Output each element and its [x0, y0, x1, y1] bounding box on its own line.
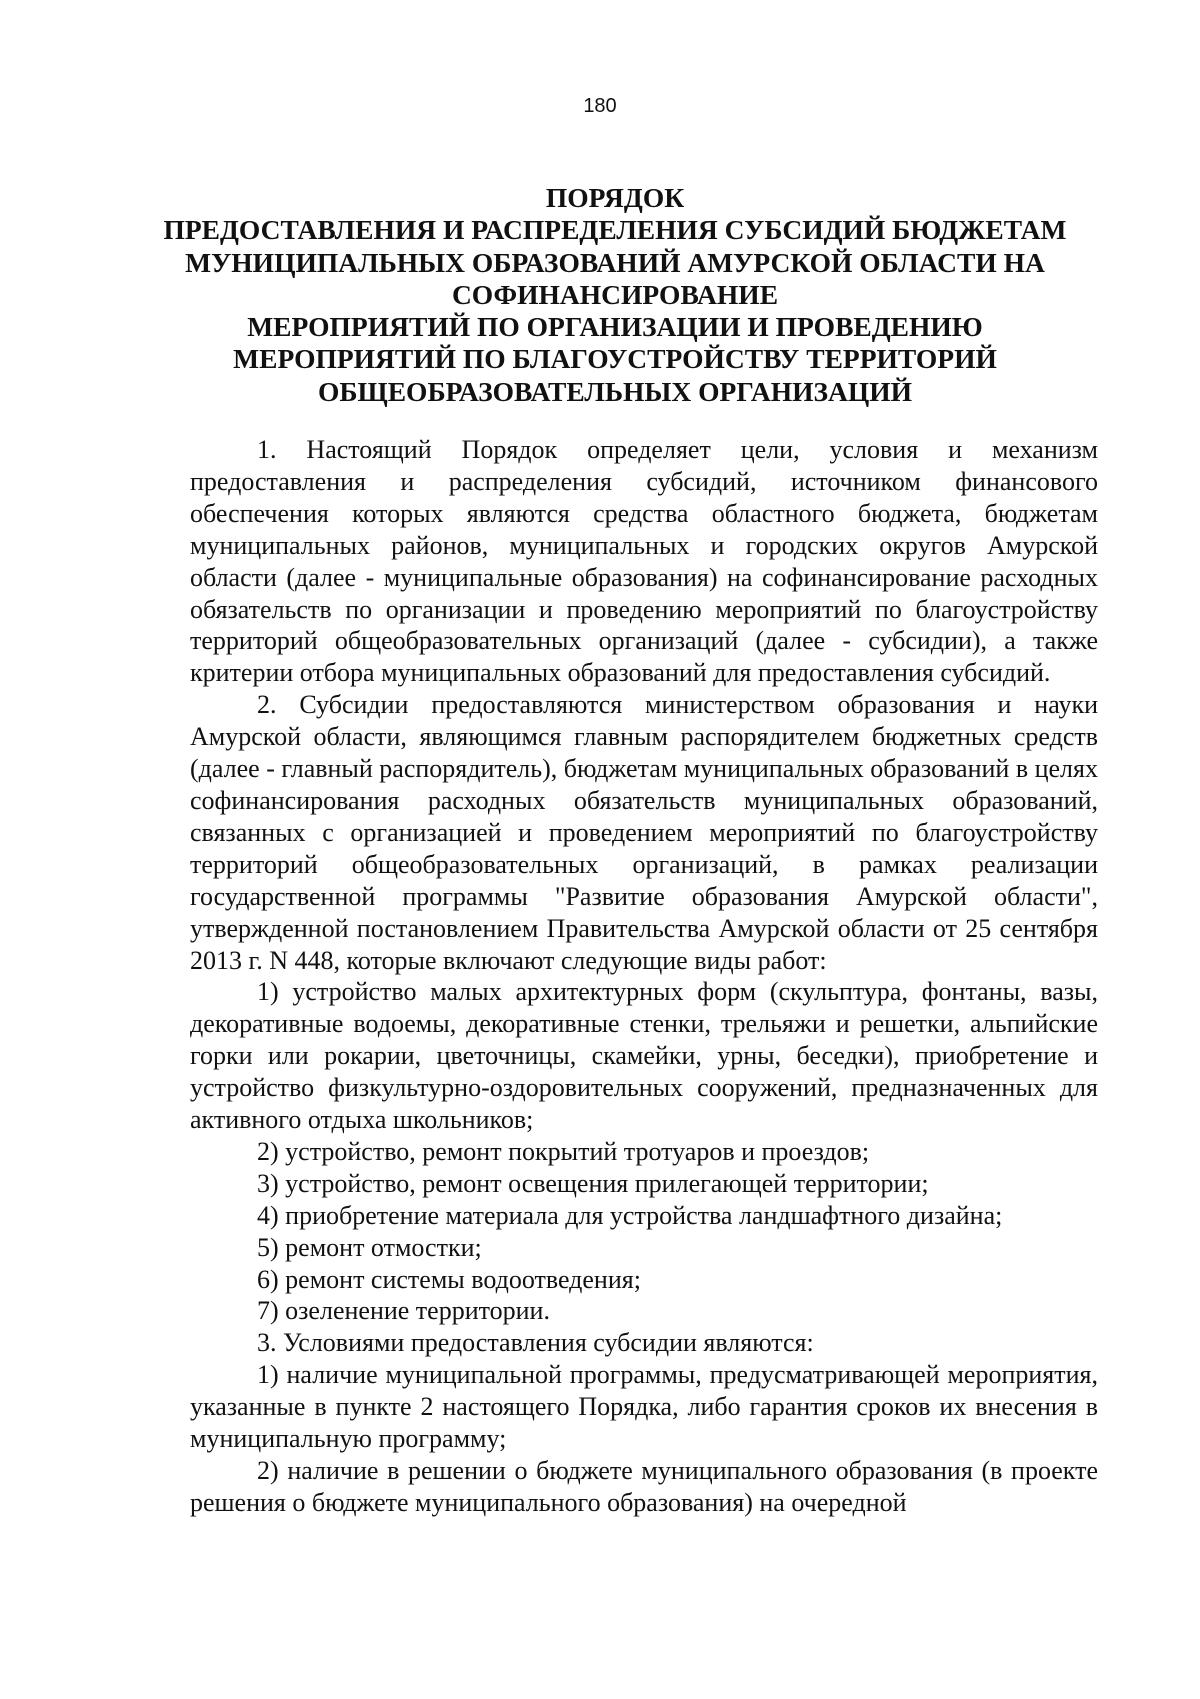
paragraph: 3. Условиями предоставления субсидии являются:: [257, 1328, 814, 1358]
title-line: МЕРОПРИЯТИЙ ПО ОРГАНИЗАЦИИ И ПРОВЕДЕНИЮ: [247, 311, 983, 343]
list-item: 3) устройство, ремонт освещения прилегающей территории;: [257, 1168, 929, 1198]
page-number: 180: [583, 95, 617, 117]
document-title: [150, 182, 1080, 408]
list-item: 6) ремонт системы водоотведения;: [257, 1264, 641, 1294]
document-body: [190, 434, 1098, 1519]
paragraph: 1. Настоящий Порядок определяет цели, условия и механизм предоставления и распределения субсидий, источником финансового обеспечения которых являются средства областного бюджета, бюджетам муниципальных районов, муниципальных и городских округов Амурской области (далее - муниципальные образования) на софинансирование расходных обязательств по организации и проведению мероприятий по благоустройству территорий общеобразовательных организаций (далее - субсидии), а также критерии отбора муниципальных образований для предоставления субсидий.: [190, 435, 1098, 688]
list-item: 2) устройство, ремонт покрытий тротуаров и проездов;: [257, 1136, 870, 1166]
title-line: ПРЕДОСТАВЛЕНИЯ И РАСПРЕДЕЛЕНИЯ СУБСИДИЙ БЮДЖЕТАМ: [163, 214, 1067, 246]
title-line: МЕРОПРИЯТИЙ ПО БЛАГОУСТРОЙСТВУ ТЕРРИТОРИЙ: [233, 343, 997, 375]
list-item: 7) озеленение территории.: [257, 1296, 550, 1326]
list-item: 4) приобретение материала для устройства ландшафтного дизайна;: [257, 1200, 1003, 1230]
list-item: 5) ремонт отмостки;: [257, 1232, 482, 1262]
title-line: ОБЩЕОБРАЗОВАТЕЛЬНЫХ ОРГАНИЗАЦИЙ: [317, 375, 913, 407]
paragraph: 2. Субсидии предоставляются министерством образования и науки Амурской области, являющимся главным распорядителем бюджетных средств (далее - главный распорядитель), бюджетам муниципальных образований в целях софинансирования расходных обязательств муниципальных образований, связанных с организацией и проведением мероприятий по благоустройству территорий общеобразовательных организаций, в рамках реализации государственной программы "Развитие образования Амурской области", утвержденной постановлением Правительства Амурской области от 25 сентября 2013 г. N 448, которые включают следующие виды работ:: [190, 690, 1098, 975]
list-item: 2) наличие в решении о бюджете муниципального образования (в проекте решения о бюджете муниципального образования) на очередной: [190, 1456, 1098, 1517]
title-line: МУНИЦИПАЛЬНЫХ ОБРАЗОВАНИЙ АМУРСКОЙ ОБЛАСТИ НА: [185, 246, 1045, 278]
title-line: ПОРЯДОК: [545, 182, 685, 213]
title-line: СОФИНАНСИРОВАНИЕ: [451, 278, 779, 310]
list-item: 1) наличие муниципальной программы, предусматривающей мероприятия, указанные в пункте 2 настоящего Порядка, либо гарантия сроков их внесения в муниципальную программу;: [190, 1360, 1098, 1454]
list-item: 1) устройство малых архитектурных форм (скульптура, фонтаны, вазы, декоративные водоемы, декоративные стенки, трельяжи и решетки, альпийские горки или рокарии, цветочницы, скамейки, урны, беседки), приобретение и устройство физкультурно-оздоровительных сооружений, предназначенных для активного отдыха школьников;: [190, 977, 1098, 1135]
